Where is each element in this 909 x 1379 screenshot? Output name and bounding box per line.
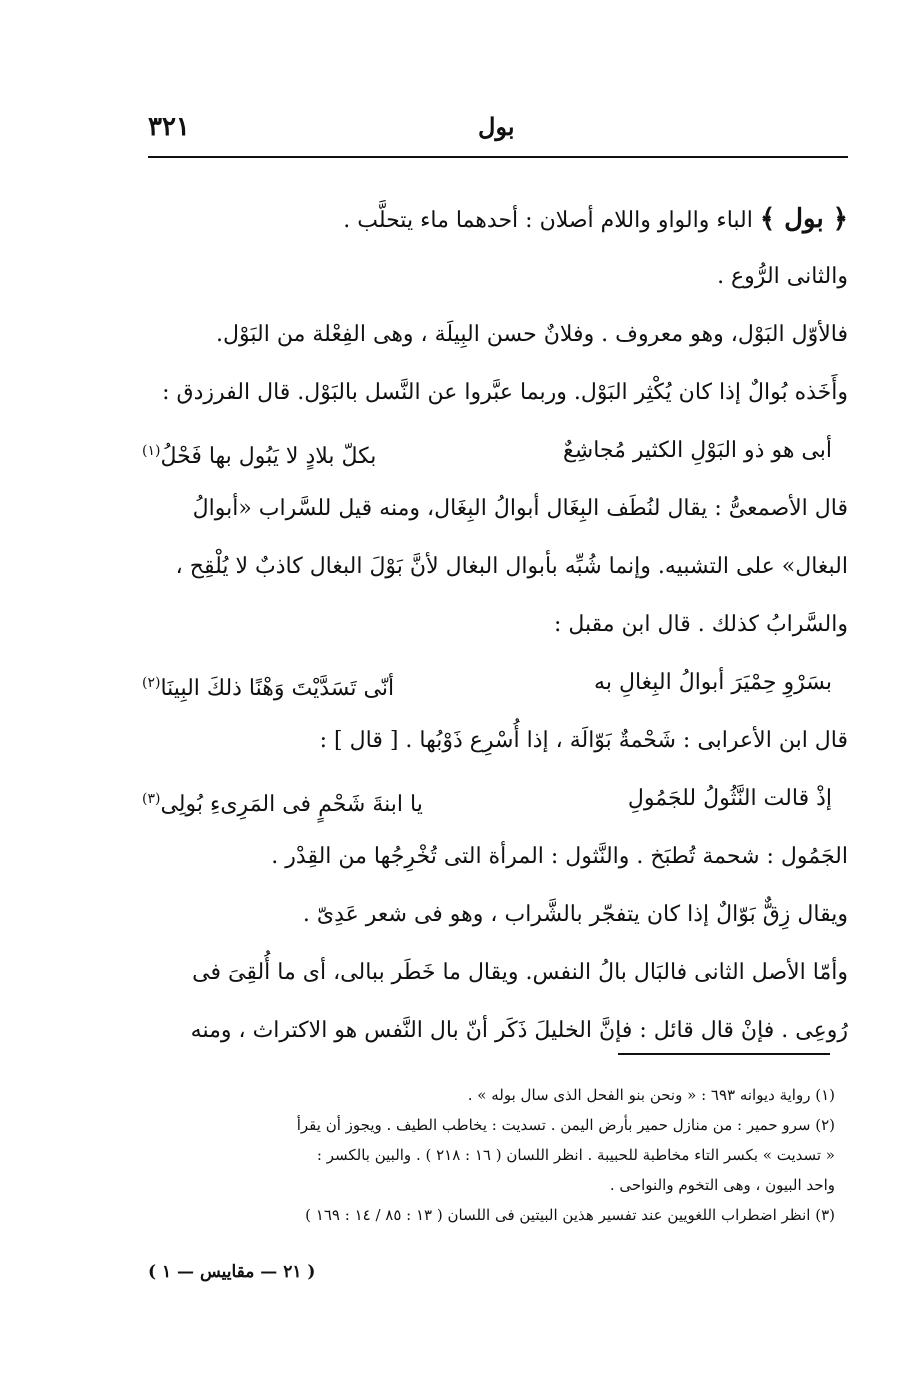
text-line: الجَمُول : شحمة تُطبَخ . والنَّثول : المرأة التى تُخْرِجُها من القِدْر . — [271, 844, 848, 869]
text-line: فالأوّل البَوْل، وهو معروف . وفلانٌ حسن البِيلَة ، وهى الفِعْلة من البَوْل. — [216, 322, 848, 347]
verse-second-hemistich: أنّى تَسَدَّيْتَ وَهْنًا ذلكَ البِينَا — [160, 676, 395, 702]
page-number: ٣٢١ — [148, 112, 190, 142]
verse-first-hemistich: بسَرْوِ حِمْيَرَ أبوالُ البِغالِ به — [594, 670, 832, 695]
text-line: والثانى الرُّوع . — [717, 264, 848, 289]
running-head: بول — [478, 112, 515, 141]
footnote-ref: (١) — [142, 443, 161, 459]
verse-2 — [118, 654, 848, 712]
text-line: رُوعِى . فإنْ قال قائل : فإنَّ الخليلَ ذَكَر أنّ بال النَّفس هو الاكتراث ، ومنه — [190, 1018, 848, 1043]
text-line: قال ابن الأعرابى : شَحْمةٌ بَوّالَة ، إذا أُسْرِع ذَوْبُها . [ قال ] : — [319, 728, 848, 753]
footnote-line: (١) رواية ديوانه ٦٩٣ : « ونحن بنو الفحل الذى سال بوله » . — [467, 1086, 835, 1104]
text-line — [118, 190, 848, 248]
footnotes — [130, 1080, 835, 1230]
text-line: وأَخَذه بُوالٌ إذا كان يُكْثِر البَوْل. وربما عبَّروا عن النَّسل بالبَوْل. قال الفرزدق : — [162, 380, 848, 405]
verse-3 — [118, 770, 848, 828]
verse-first-hemistich: أبى هو ذو البَوْلِ الكثير مُجاشِعٌ — [563, 438, 832, 463]
footnote-line: (٣) انظر اضطراب اللغويين عند تفسير هذين البيتين فى اللسان ( ١٣ : ٨٥ / ١٤ : ١٦٩ ) — [305, 1206, 835, 1224]
main-text — [118, 190, 848, 1060]
signature-mark: ( ٢١ — مقاييس — ١ ) — [148, 1262, 316, 1282]
verse-second-hemistich: يا ابنةَ شَحْمٍ فى المَرِىءِ بُولِى — [160, 792, 423, 818]
footnote-line: (٢) سرو حمير : من منازل حمير بأرض اليمن . تسديت : يخاطب الطيف . ويجوز أن يقرأ — [296, 1116, 835, 1134]
footnote-rule — [618, 1053, 830, 1055]
text-line: وأمّا الأصل الثانى فالبَال بالُ النفس. ويقال ما خَطَر ببالى، أى ما أُلقِىَ فى — [192, 960, 848, 985]
footnote-line: واحد البيون ، وهى التخوم والنواحى . — [609, 1176, 835, 1194]
verse-first-hemistich: إذْ قالت النَّثُولُ للجَمُولِ — [627, 786, 832, 811]
footnote-ref: (٣) — [142, 791, 161, 807]
verse-1 — [118, 422, 848, 480]
footnote-ref: (٢) — [142, 675, 161, 691]
header-rule — [148, 156, 848, 158]
text-line: والسَّرابُ كذلك . قال ابن مقبل : — [553, 612, 848, 637]
text-line: قال الأصمعىُّ : يقال لنُطَف البِغَال أبوالُ البِغَال، ومنه قيل للسَّراب «أبوالُ — [192, 496, 848, 521]
footnote-line: « تسديت » بكسر التاء مخاطبة للحبيبة . انظر اللسان ( ١٦ : ٢١٨ ) . والبين بالكسر : — [316, 1146, 835, 1164]
entry-head: ﴿ بول ﴾ — [759, 204, 848, 234]
entry-definition: الباء والواو واللام أصلان : أحدهما ماء يتحلَّب . — [343, 208, 753, 233]
text-line: البغال» على التشبيه. وإنما شُبِّه بأبوال البغال لأنَّ بَوْلَ البغال كاذبٌ لا يُلْقِح ، — [175, 554, 848, 579]
text-line: ويقال زِقٌّ بَوّالٌ إذا كان يتفجّر بالشَّراب ، وهو فى شعر عَدِىّ . — [302, 902, 848, 927]
verse-second-hemistich: بكلّ بلادٍ لا يَبُول بها فَحْلُ — [160, 444, 377, 470]
page-header — [148, 112, 848, 152]
